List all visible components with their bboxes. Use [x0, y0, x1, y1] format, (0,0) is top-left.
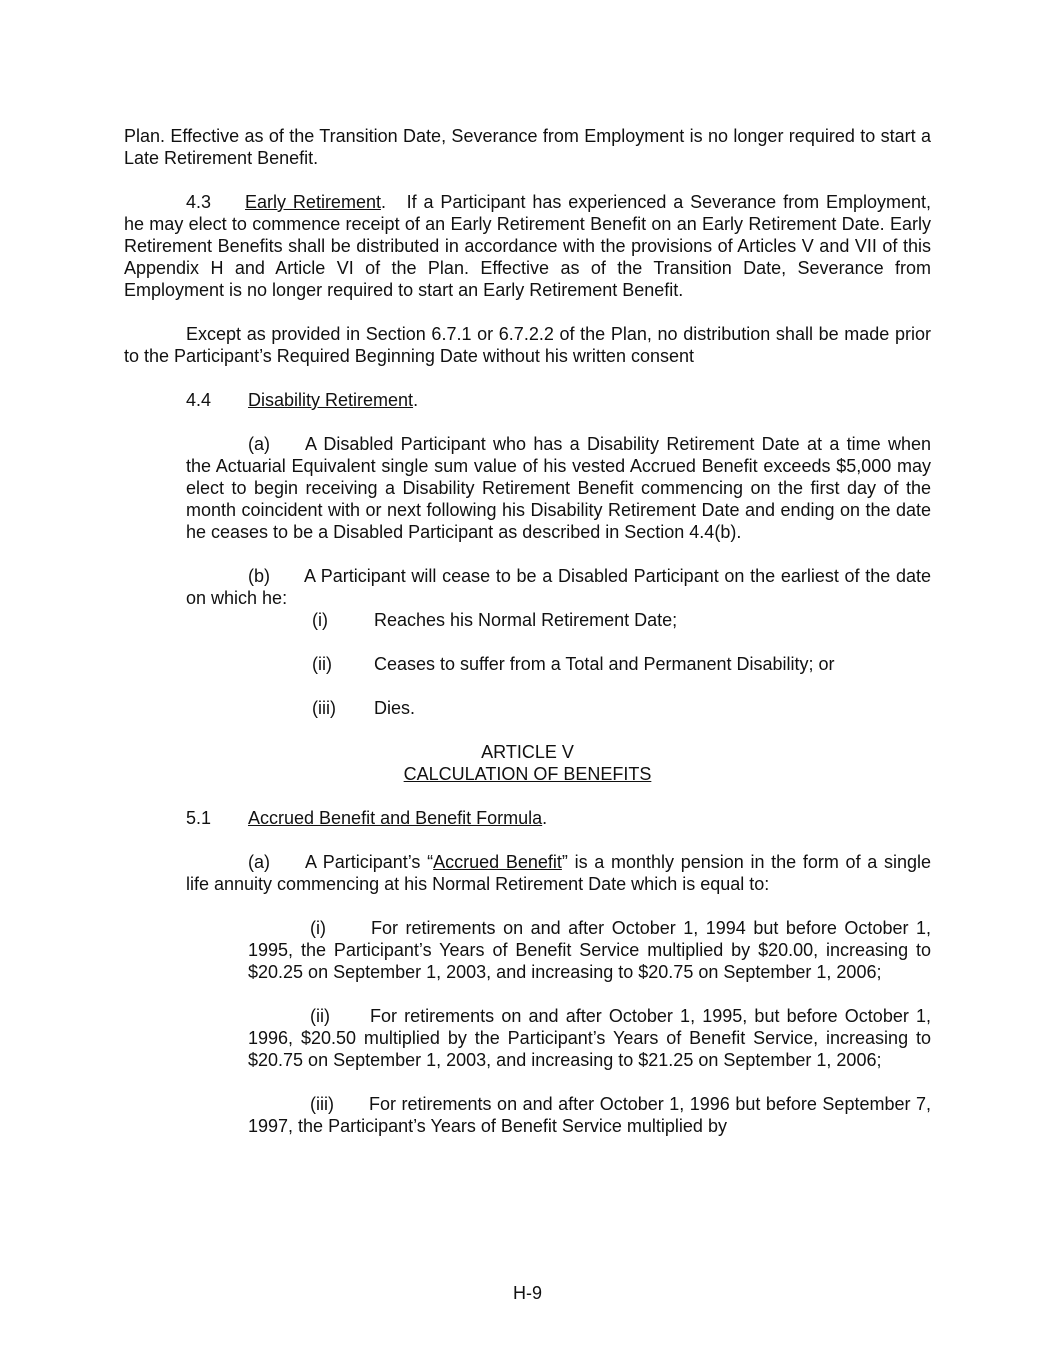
list-item: (i) Reaches his Normal Retirement Date; — [312, 610, 678, 630]
section-4-4-b — [186, 565, 931, 609]
section-5-1-number: 5.1 — [186, 808, 212, 828]
section-4-4-a-label: (a) — [248, 434, 270, 454]
paragraph-plan-continuation: Plan. Effective as of the Transition Date, Severance from Employment is no longer required to start a Late Retirement Benefit. — [124, 126, 931, 168]
section-4-4-b-label: (b) — [248, 566, 270, 586]
section-4-3-title: Early Retirement — [245, 192, 381, 212]
accrued-benefit-term: Accrued Benefit — [433, 852, 562, 872]
section-4-4-heading: 4.4 Disability Retirement. — [186, 390, 419, 410]
page-number: H-9 — [512, 1283, 542, 1303]
section-4-4-a — [186, 433, 931, 543]
section-5-1-heading: 5.1 Accrued Benefit and Benefit Formula. — [186, 808, 548, 828]
article-title: CALCULATION OF BENEFITS — [403, 764, 652, 784]
list-item: (iii) Dies. — [312, 698, 416, 718]
section-4-3: 4.3 Early Retirement. If a Participant has experienced a Severance from Employment, he may elect to commence receipt of an Early Retirement Benefit on an Early Retirement Date. Early Retirement Benefits shall be distributed in accordance with the provisions of Articles V and VII of this Appendix H and Article VI of the Plan. Effective as of the Transition Date, Severance from Employment is no longer required to start an Early Retirement Benefit. — [124, 192, 931, 300]
paragraph-except: Except as provided in Section 6.7.1 or 6.7.2.2 of the Plan, no distribution shall be made prior to the Participant’s Required Beginning Date without his written consent — [124, 324, 931, 366]
list-item: (iii) For retirements on and after October 1, 1996 but before September 7, 1997, the Participant’s Years of Benefit Service multiplied by — [248, 1094, 931, 1136]
section-4-4-number: 4.4 — [186, 390, 212, 410]
article-v-heading — [124, 741, 931, 785]
section-4-4-b-text: A Participant will cease to be a Disabled Participant on the earliest of the date on which he: — [186, 566, 931, 608]
section-4-3-text: If a Participant has experienced a Severance from Employment, he may elect to commence receipt of an Early Retirement Benefit on an Early Retirement Date. Early Retirement Benefits shall be distributed in accordance with the provisions of Articles V and VII of this Appendix H and Article VI of the Plan. Effective as of the Transition Date, Severance from Employment is no longer required to start an Early Retirement Benefit. — [124, 192, 931, 300]
section-5-1-title: Accrued Benefit and Benefit Formula — [248, 808, 543, 828]
list-item: (ii) For retirements on and after October 1, 1995, but before October 1, 1996, $20.50 multiplied by the Participant’s Years of Benefit Service, increasing to $20.75 on September 1, 2003, and increasing to $21.25 on September 1, 2006; — [248, 1006, 931, 1070]
document-body — [124, 125, 931, 1137]
section-5-1-a-label: (a) — [248, 852, 270, 872]
section-4-3-number: 4.3 — [186, 192, 212, 212]
section-5-1-a: (a) A Participant’s “Accrued Benefit” is a monthly pension in the form of a single life annuity commencing at his Normal Retirement Date which is equal to: — [186, 852, 931, 894]
list-item: (i) For retirements on and after October 1, 1994 but before October 1, 1995, the Participant’s Years of Benefit Service multiplied by $20.00, increasing to $20.25 on September 1, 2003, and increasing to $20.75 on September 1, 2006; — [248, 918, 931, 982]
article-number: ARTICLE V — [481, 742, 574, 762]
section-4-4-a-text: A Disabled Participant who has a Disability Retirement Date at a time when the Actuarial Equivalent single sum value of his vested Accrued Benefit exceeds $5,000 may elect to begin receiving a Disability Retirement Benefit commencing on the first day of the month coincident with or next following his Disability Retirement Date and ending on the date he ceases to be a Disabled Participant as described in Section 4.4(b). — [186, 434, 931, 542]
section-4-4-title: Disability Retirement — [248, 390, 414, 410]
list-item: (ii) Ceases to suffer from a Total and Permanent Disability; or — [312, 654, 835, 674]
